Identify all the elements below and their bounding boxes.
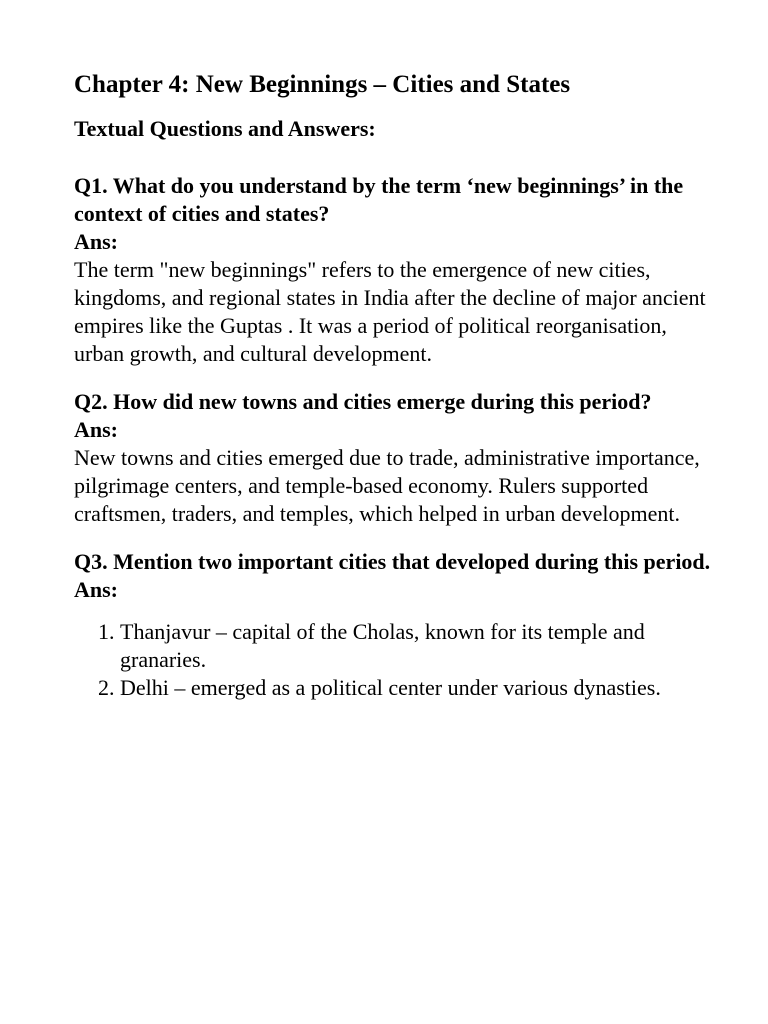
question-2: Q2. How did new towns and cities emerge during this period? [74, 389, 652, 414]
question-1: Q1. What do you understand by the term ‘new beginnings’ in the context of cities and states? [74, 173, 684, 226]
document-body [74, 66, 714, 702]
qa-block-3 [74, 548, 714, 702]
answer-3-list [74, 618, 714, 702]
chapter-title: Chapter 4: New Beginnings – Cities and States [74, 71, 571, 98]
answer-1: The term "new beginnings" refers to the emergence of new cities, kingdoms, and regional states in India after the decline of major ancient empires like the Guptas . It was a period of political reorganisation, urban growth, and cultural development. [74, 257, 706, 366]
qa-block-1 [74, 172, 714, 368]
answer-label-1: Ans: [74, 229, 119, 254]
list-item: 2. Delhi – emerged as a political center under various dynasties. [120, 674, 714, 702]
question-3: Q3. Mention two important cities that developed during this period. [74, 549, 711, 574]
answer-2: New towns and cities emerged due to trade, administrative importance, pilgrimage centers, and temple-based economy. Rulers supported craftsmen, traders, and temples, which helped in urban development. [74, 445, 700, 526]
list-item: 1. Thanjavur – capital of the Cholas, known for its temple and granaries. [120, 618, 714, 674]
answer-label-2: Ans: [74, 417, 119, 442]
answer-label-3: Ans: [74, 577, 119, 602]
section-heading: Textual Questions and Answers: [74, 116, 376, 141]
qa-block-2 [74, 388, 714, 528]
